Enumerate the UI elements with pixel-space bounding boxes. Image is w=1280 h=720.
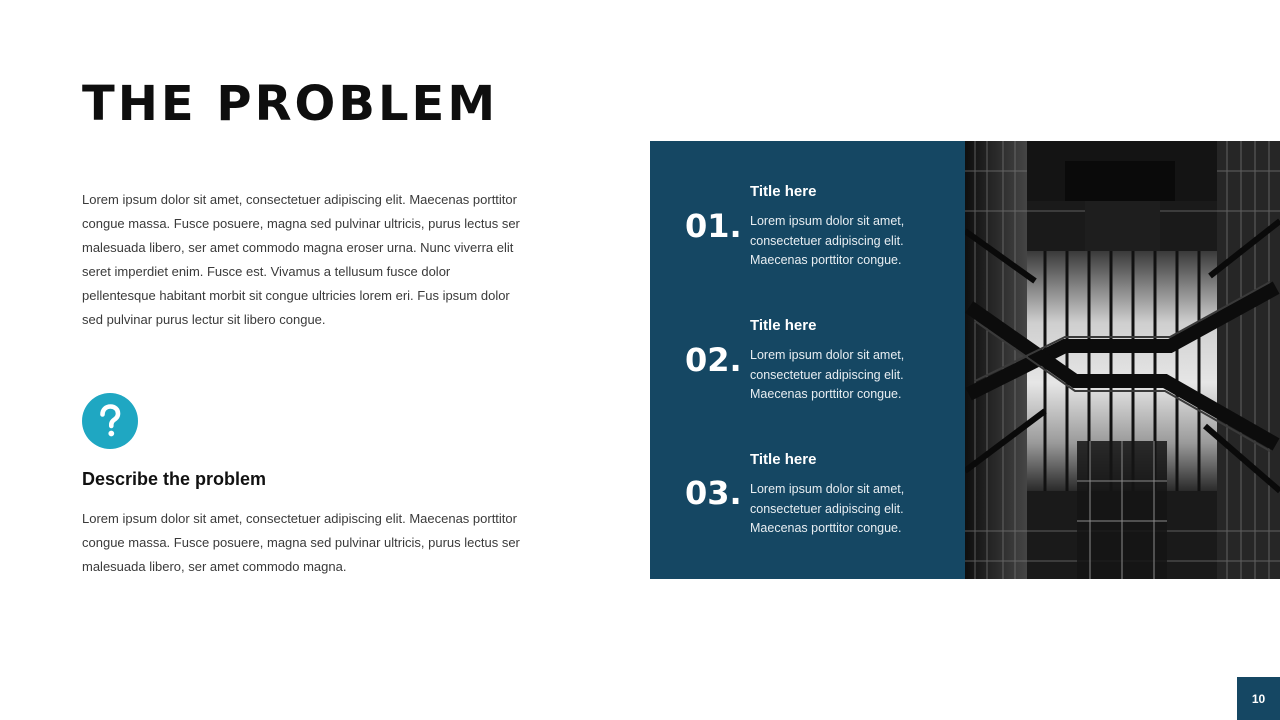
- point-number: 02.: [685, 341, 742, 379]
- point-title: Title here: [750, 451, 817, 468]
- point-title: Title here: [750, 183, 817, 200]
- point-title: Title here: [750, 317, 817, 334]
- building-photo: [965, 141, 1280, 579]
- problem-heading: Describe the problem: [82, 469, 267, 489]
- point-number: 03.: [685, 474, 742, 512]
- point-text: Lorem ipsum dolor sit amet, consectetuer adipiscing elit. Maecenas porttitor congue.: [750, 482, 905, 535]
- point-number: 01.: [685, 207, 742, 245]
- point-text: Lorem ipsum dolor sit amet, consectetuer adipiscing elit. Maecenas porttitor congue.: [750, 348, 905, 401]
- point-text: Lorem ipsum dolor sit amet, consectetuer adipiscing elit. Maecenas porttitor congue.: [750, 214, 905, 267]
- intro-paragraph: Lorem ipsum dolor sit amet, consectetuer adipiscing elit. Maecenas porttitor congue massa. Fusce posuere, magna sed pulvinar ultricis, purus lectus ser malesuada libero, ser amet commodo magna eroser urna. Nunc viverra elit seret imperdiet enim. Fusce est. Vivamus a tellusum fusce dolor pellentesque habitant morbit sit congue ultricies lorem eri. Fus ipsum dolor sed pulvinar purus lectur sit libero congue.: [82, 192, 520, 327]
- problem-description: Lorem ipsum dolor sit amet, consectetuer adipiscing elit. Maecenas porttitor congue massa. Fusce posuere, magna sed pulvinar ultricis, purus lectus ser malesuada libero, ser amet commodo magna.: [82, 511, 520, 574]
- page-number: 10: [1237, 677, 1280, 720]
- question-mark-icon: [82, 393, 138, 449]
- slide-title: THE PROBLEM: [82, 76, 499, 132]
- numbered-points-panel: [650, 141, 965, 579]
